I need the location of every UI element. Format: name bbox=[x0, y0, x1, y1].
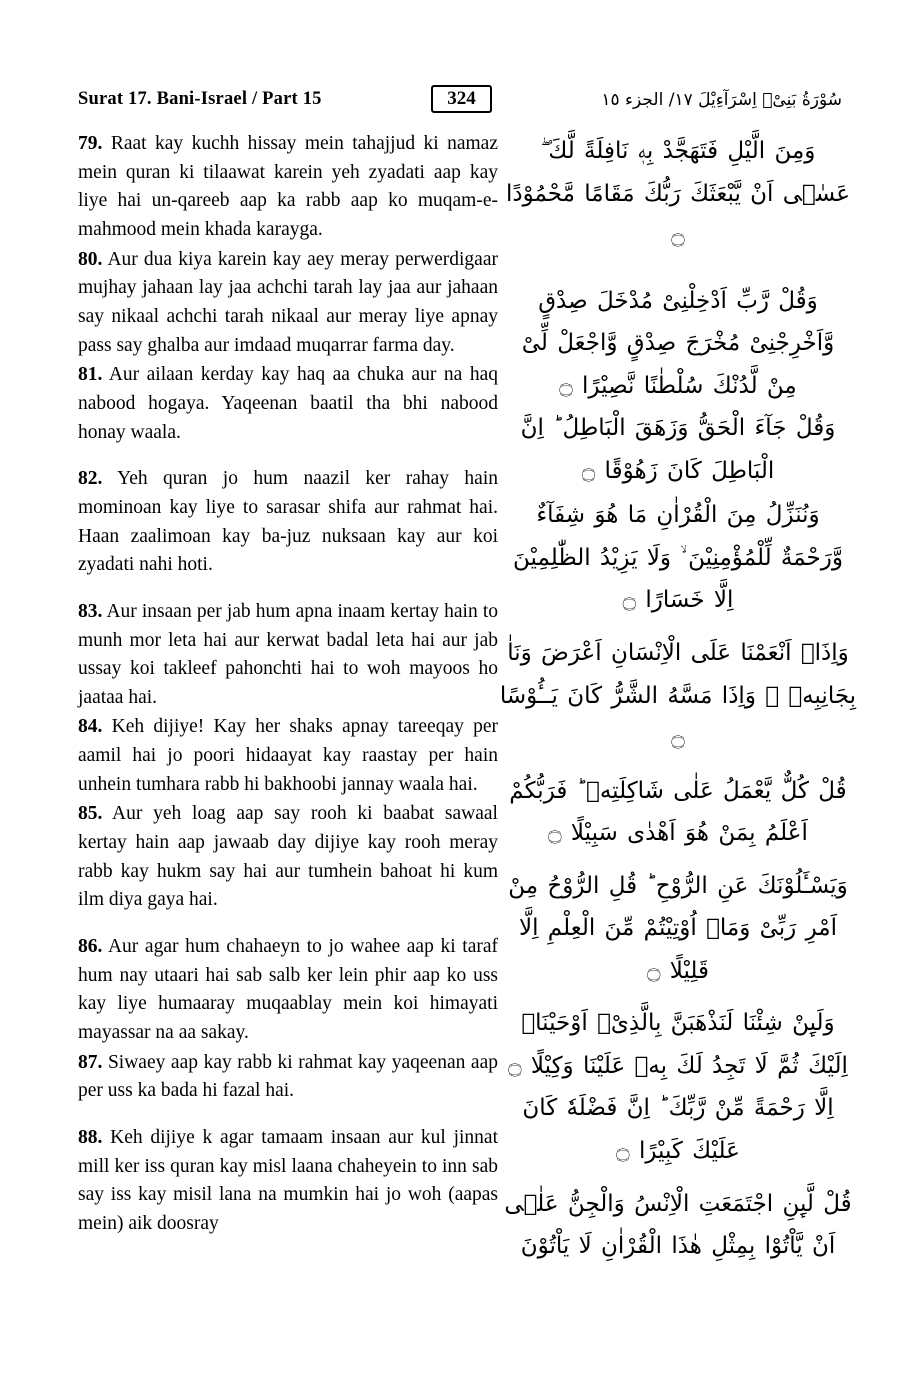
arabic-line: اِلَّا رَحْمَةً مِّنْ رَّبِّكَ ؕ اِنَّ فَضْلَهٗ كَانَ bbox=[522, 1095, 834, 1122]
paragraph-spacer bbox=[78, 581, 498, 598]
arabic-ayah bbox=[498, 280, 858, 493]
arabic-spacer bbox=[498, 624, 858, 632]
arabic-ayah bbox=[498, 1002, 858, 1172]
paragraph-spacer bbox=[78, 916, 498, 933]
arabic-line: وَیَسْـَٔلُوْنَكَ عَنِ الرُّوْحِ ؕ قُلِ الرُّوْحُ مِنْ bbox=[508, 872, 848, 899]
verse-number: 79. bbox=[78, 133, 103, 154]
arabic-line: اِلَیْكَ ثُمَّ لَا تَجِدُ لَكَ بِهٖ عَلَیْنَا وَكِیْلًا ۝ bbox=[508, 1052, 848, 1079]
arabic-spacer bbox=[498, 260, 858, 280]
paragraph-spacer bbox=[78, 448, 498, 465]
arabic-line: وَمِنَ الَّیْلِ فَتَهَجَّدْ بِهٖ نَافِلَةً لَّكَ ۖ bbox=[540, 138, 816, 164]
arabic-ayah bbox=[498, 130, 858, 258]
verse-number: 85. bbox=[78, 803, 103, 825]
verse-number: 84. bbox=[78, 716, 103, 738]
verse-number: 83. bbox=[78, 600, 103, 622]
arabic-ayah bbox=[498, 1183, 858, 1268]
arabic-line: عَسٰۤى اَنْ یَّبْعَثَكَ رَبُّكَ مَقَامًا مَّحْمُوْدًا ۝ bbox=[506, 180, 850, 250]
arabic-line: اَمْرِ رَبِّیْ وَمَاۤ اُوْتِیْتُمْ مِّنَ الْعِلْمِ اِلَّا bbox=[518, 915, 838, 942]
arabic-spacer bbox=[498, 762, 858, 770]
translation-paragraph bbox=[78, 465, 498, 580]
arabic-line: قُلْ كُلٌّ یَّعْمَلُ عَلٰى شَاكِلَتِهٖ ؕ فَرَبُّكُمْ bbox=[509, 777, 847, 804]
translation-paragraph bbox=[78, 1124, 498, 1239]
verse-number: 88. bbox=[78, 1127, 103, 1148]
verse-number: 87. bbox=[78, 1051, 103, 1073]
arabic-line: وَقُلْ رَّبِّ اَدْخِلْنِیْ مُدْخَلَ صِدْقٍ bbox=[538, 287, 818, 314]
verse-text: Keh dijiye! Kay her shaks apnay tareeqay per aamil hai jo poori hidaayat kay raastay per hain unhein tumhara rabb hi bakhoobi jannay waala hai. bbox=[78, 716, 499, 795]
arabic-line: اِلَّا خَسَارًا ۝ bbox=[622, 587, 734, 614]
page-header bbox=[78, 82, 842, 116]
translation-paragraph bbox=[78, 598, 498, 713]
arabic-ayah bbox=[498, 494, 858, 622]
translation-paragraph bbox=[78, 713, 498, 799]
translation-paragraph bbox=[78, 361, 498, 447]
arabic-line: وَاِذَاۤ اَنْعَمْنَا عَلَى الْاِنْسَانِ اَعْرَضَ وَنَاٰ bbox=[507, 640, 849, 667]
arabic-line: اَعْلَمُ بِمَنْ هُوَ اَهْدٰى سَبِیْلًا ۝ bbox=[548, 820, 808, 847]
surah-title: Surat 17. Bani-Israel / Part 15 bbox=[78, 88, 322, 109]
arabic-column bbox=[498, 130, 858, 1270]
arabic-line: بِجَانِبِهٖ ۚ وَاِذَا مَسَّهُ الشَّرُّ كَانَ یَــُٔوْسًا ۝ bbox=[499, 682, 857, 752]
arabic-line: قَلِیْلًا ۝ bbox=[646, 957, 710, 984]
verse-text: Aur insaan per jab hum apna inaam kertay hain to munh mor leta hai aur kerwat badal leta hai aur jab ussay koi takleef pahonchti hai to woh mayoos ho jaataa hai. bbox=[78, 600, 498, 708]
translation-column bbox=[78, 130, 498, 1240]
verse-text: Aur agar hum chahaeyn to jo wahee aap ki taraf hum nay utaari hai sab salb ker lein phir aap ko uss kay liye humaaray muqaablay mein koi himayati mayassar na aa sakay. bbox=[78, 936, 498, 1044]
arabic-line: وَّاَخْرِجْنِیْ مُخْرَجَ صِدْقٍ وَّاجْعَلْ لِّیْ bbox=[521, 330, 835, 357]
arabic-line: وَنُنَزِّلُ مِنَ الْقُرْاٰنِ مَا هُوَ شِفَآءٌ bbox=[536, 502, 820, 529]
verse-text: Raat kay kuchh hissay mein tahajjud ki namaz mein quran ki tilaawat karein yeh zyadati aap kay liye hai un-qareeb aap ka rabb aap ko muqam-e-mahmood mein khada karayga. bbox=[78, 133, 498, 240]
arabic-line: وَّرَحْمَةٌ لِّلْمُؤْمِنِیْنَ ۙ وَلَا یَزِیْدُ الظّٰلِمِیْنَ bbox=[513, 544, 843, 571]
arabic-ayah bbox=[498, 865, 858, 993]
arabic-surah-title: سُوْرَةُ بَنِیْۤ اِسْرَآءِیْلَ ١٧/ الجزء ١٥ bbox=[601, 90, 842, 110]
arabic-ayah bbox=[498, 770, 858, 855]
translation-paragraph bbox=[78, 800, 498, 915]
verse-number: 86. bbox=[78, 936, 103, 958]
arabic-line: مِنْ لَّدُنْكَ سُلْطٰنًا نَّصِیْرًا ۝ bbox=[559, 372, 797, 399]
translation-paragraph bbox=[78, 1049, 498, 1106]
verse-text: Siwaey aap kay rabb ki rahmat kay yaqeenan aap per uss ka bada hi fazal hai. bbox=[78, 1051, 498, 1102]
verse-text: Aur yeh loag aap say rooh ki baabat sawaal kertay hain aap jawaab day dijiye kay rooh meray rabb kay hukm say hai aur tumhein bahoat hi kum ilm diya gaya hai. bbox=[78, 803, 498, 911]
arabic-line: وَقُلْ جَآءَ الْحَقُّ وَزَهَقَ الْبَاطِلُ ؕ اِنَّ bbox=[520, 415, 836, 442]
arabic-spacer bbox=[498, 1175, 858, 1183]
verse-text: Aur dua kiya karein kay aey meray perwerdigaar mujhay jahaan lay jaa achchi tarah lay jaa aur jahaan say nikaal achchi tarah nikaal aur meray liye apnay pass say ghalba aur imdaad muqarrar farma day. bbox=[78, 248, 498, 356]
arabic-line: عَلَیْكَ كَبِیْرًا ۝ bbox=[616, 1138, 740, 1165]
translation-paragraph bbox=[78, 130, 498, 245]
arabic-line: اَنْ یَّاْتُوْا بِمِثْلِ هٰذَا الْقُرْاٰنِ لَا یَاْتُوْنَ bbox=[520, 1233, 836, 1260]
verse-text: Yeh quran jo hum naazil ker rahay hain mominoan kay liye to sarasar shifa aur rahmat hai. Haan zaalimoan kay ba-juz nuksaan kay aur koi zyadati nahi hoti. bbox=[78, 468, 498, 576]
translation-paragraph bbox=[78, 933, 498, 1048]
arabic-spacer bbox=[498, 857, 858, 865]
arabic-line: قُلْ لَّىِٕنِ اجْتَمَعَتِ الْاِنْسُ وَالْجِنُّ عَلٰۤى bbox=[504, 1190, 852, 1217]
verse-number: 82. bbox=[78, 468, 103, 490]
arabic-line: وَلَىِٕنْ شِئْنَا لَنَذْهَبَنَّ بِالَّذِیْۤ اَوْحَیْنَاۤ bbox=[521, 1010, 835, 1037]
verse-number: 80. bbox=[78, 248, 103, 270]
verse-text: Keh dijiye k agar tamaam insaan aur kul jinnat mill ker iss quran kay misl laana chaheyein to inn sab say iss kay misil lana na mumkin hai jo woh (aapas mein) aik doosray bbox=[78, 1127, 499, 1234]
arabic-ayah bbox=[498, 632, 858, 760]
page-body bbox=[78, 130, 857, 1345]
arabic-spacer bbox=[498, 994, 858, 1002]
page-number: 324 bbox=[431, 85, 492, 113]
paragraph-spacer bbox=[78, 1107, 498, 1124]
arabic-line: الْبَاطِلَ كَانَ زَهُوْقًا ۝ bbox=[581, 457, 775, 484]
verse-number: 81. bbox=[78, 364, 103, 386]
verse-text: Aur ailaan kerday kay haq aa chuka aur na haq nabood hogaya. Yaqeenan baatil tha bhi nabood honay waala. bbox=[78, 364, 498, 443]
translation-paragraph bbox=[78, 246, 498, 361]
